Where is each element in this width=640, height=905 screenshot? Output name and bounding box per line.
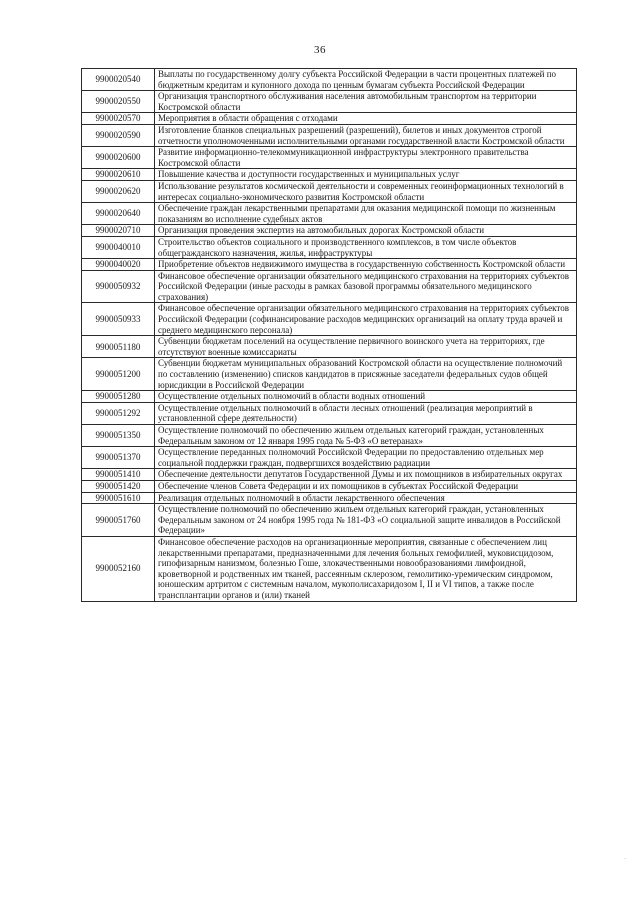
expense-description-cell: Организация транспортного обслуживания населения автомобильным транспортом на территории Костромской области bbox=[155, 91, 577, 113]
table-row bbox=[82, 447, 577, 469]
expense-description-cell: Осуществление полномочий по обеспечению жильем отдельных категорий граждан, установленных Федеральным законом от 24 ноября 1995 года № 181-ФЗ «О социальной защите инвалидов в Российской Федерации» bbox=[155, 504, 577, 537]
table-row bbox=[82, 124, 577, 146]
table-row bbox=[82, 402, 577, 424]
expense-description-cell: Изготовление бланков специальных разрешений (разрешений), билетов и иных документов строгой отчетности уполномоченными исполнительными органами государственной власти Костромской области bbox=[155, 124, 577, 146]
table-row bbox=[82, 203, 577, 225]
table-row bbox=[82, 536, 577, 601]
classification-code-cell: 9900020610 bbox=[82, 169, 155, 181]
classification-code-cell: 9900051200 bbox=[82, 358, 155, 391]
expense-description-cell: Осуществление переданных полномочий Российской Федерации по предоставлению отдельных мер социальной поддержки граждан, подвергшихся воздействию радиации bbox=[155, 447, 577, 469]
expense-description-cell: Финансовое обеспечение расходов на организационные мероприятия, связанные с обеспечением лиц лекарственными препаратами, предназначенными для лечения больных гемофилией, муковисцидозом, гипофизарным нанизмом, болезнью Гоше, злокачественными новообразованиями лимфоидной, кроветворной и родственных им тканей, рассеянным склерозом, гемолитико-уремическим синдромом, юношеским артритом с системным началом, мукополисахаридозом I, II и VI типов, а также после трансплантации органов и (или) тканей bbox=[155, 536, 577, 601]
classification-code-cell: 9900040010 bbox=[82, 236, 155, 258]
classification-code-cell: 9900051410 bbox=[82, 469, 155, 481]
table-row bbox=[82, 270, 577, 303]
expense-description-cell: Субвенции бюджетам муниципальных образований Костромской области на осуществление полномочий по составлению (изменению) списков кандидатов в присяжные заседатели федеральных судов общей юрисдикции в Российской Федерации bbox=[155, 358, 577, 391]
classification-code-cell: 9900051610 bbox=[82, 492, 155, 504]
table-row bbox=[82, 91, 577, 113]
expense-description-cell: Обеспечение граждан лекарственными препаратами для оказания медицинской помощи по жизненным показаниям во исполнение судебных актов bbox=[155, 203, 577, 225]
expense-description-cell: Развитие информационно-телекоммуникационной инфраструктуры электронного правительства Костромской области bbox=[155, 147, 577, 169]
classification-code-cell: 9900051370 bbox=[82, 447, 155, 469]
expense-description-cell: Субвенции бюджетам поселений на осуществление первичного воинского учета на территориях, где отсутствуют военные комиссариаты bbox=[155, 336, 577, 358]
expense-description-cell: Организация проведения экспертиз на автомобильных дорогах Костромской области bbox=[155, 225, 577, 237]
expense-description-cell: Мероприятия в области обращения с отходами bbox=[155, 113, 577, 125]
classification-code-cell: 9900051292 bbox=[82, 402, 155, 424]
budget-code-table bbox=[81, 68, 577, 602]
page-number: 36 bbox=[314, 44, 326, 56]
classification-code-cell: 9900020620 bbox=[82, 180, 155, 202]
scan-artifact-mark: · bbox=[624, 855, 627, 863]
table-row bbox=[82, 303, 577, 336]
classification-code-cell: 9900051180 bbox=[82, 336, 155, 358]
table-row bbox=[82, 147, 577, 169]
classification-code-cell: 9900052160 bbox=[82, 536, 155, 601]
classification-code-cell: 9900051350 bbox=[82, 425, 155, 447]
expense-description-cell: Осуществление полномочий по обеспечению жильем отдельных категорий граждан, установленных Федеральным законом от 12 января 1995 года № 5-ФЗ «О ветеранах» bbox=[155, 425, 577, 447]
table-row bbox=[82, 180, 577, 202]
expense-description-cell: Строительство объектов социального и производственного комплексов, в том числе объектов общегражданского назначения, жилья, инфраструктуры bbox=[155, 236, 577, 258]
classification-code-cell: 9900020710 bbox=[82, 225, 155, 237]
expense-description-cell: Финансовое обеспечение организации обязательного медицинского страхования на территориях субъектов Российской Федерации (софинансирование расходов медицинских организаций на оплату труда врачей и среднего медицинского персонала) bbox=[155, 303, 577, 336]
table-row bbox=[82, 492, 577, 504]
expense-description-cell: Повышение качества и доступности государственных и муниципальных услуг bbox=[155, 169, 577, 181]
classification-code-cell: 9900020590 bbox=[82, 124, 155, 146]
classification-code-cell: 9900051420 bbox=[82, 480, 155, 492]
table-row bbox=[82, 469, 577, 481]
classification-code-cell: 9900051280 bbox=[82, 391, 155, 403]
expense-description-cell: Выплаты по государственному долгу субъекта Российской Федерации в части процентных платежей по бюджетным кредитам и купонного дохода по ценным бумагам субъекта Российской Федерации bbox=[155, 69, 577, 91]
expense-description-cell: Обеспечение членов Совета Федерации и их помощников в субъектах Российской Федерации bbox=[155, 480, 577, 492]
classification-code-cell: 9900050933 bbox=[82, 303, 155, 336]
table-body bbox=[82, 69, 577, 602]
expense-description-cell: Приобретение объектов недвижимого имущества в государственную собственность Костромской области bbox=[155, 259, 577, 271]
table-row bbox=[82, 358, 577, 391]
classification-code-cell: 9900040020 bbox=[82, 259, 155, 271]
classification-code-cell: 9900051760 bbox=[82, 504, 155, 537]
classification-code-cell: 9900020640 bbox=[82, 203, 155, 225]
expense-description-cell: Обеспечение деятельности депутатов Государственной Думы и их помощников в избирательных округах bbox=[155, 469, 577, 481]
table-row bbox=[82, 425, 577, 447]
table-row bbox=[82, 480, 577, 492]
table-row bbox=[82, 504, 577, 537]
expense-description-cell: Финансовое обеспечение организации обязательного медицинского страхования на территориях субъектов Российской Федерации (иные расходы в рамках базовой программы обязательного медицинского страхования) bbox=[155, 270, 577, 303]
table-row bbox=[82, 113, 577, 125]
table-row bbox=[82, 336, 577, 358]
expense-description-cell: Реализация отдельных полномочий в области лекарственного обеспечения bbox=[155, 492, 577, 504]
classification-code-cell: 9900020550 bbox=[82, 91, 155, 113]
classification-code-cell: 9900020600 bbox=[82, 147, 155, 169]
expense-description-cell: Использование результатов космической деятельности и современных геоинформационных технологий в интересах социально-экономического развития Костромской области bbox=[155, 180, 577, 202]
classification-code-cell: 9900020540 bbox=[82, 69, 155, 91]
classification-code-cell: 9900020570 bbox=[82, 113, 155, 125]
expense-description-cell: Осуществление отдельных полномочий в области лесных отношений (реализация мероприятий в установленной сфере деятельности) bbox=[155, 402, 577, 424]
table-row bbox=[82, 391, 577, 403]
classification-code-cell: 9900050932 bbox=[82, 270, 155, 303]
table-row bbox=[82, 236, 577, 258]
table-row bbox=[82, 225, 577, 237]
expense-description-cell: Осуществление отдельных полномочий в области водных отношений bbox=[155, 391, 577, 403]
table-row bbox=[82, 259, 577, 271]
table-row bbox=[82, 69, 577, 91]
table-row bbox=[82, 169, 577, 181]
